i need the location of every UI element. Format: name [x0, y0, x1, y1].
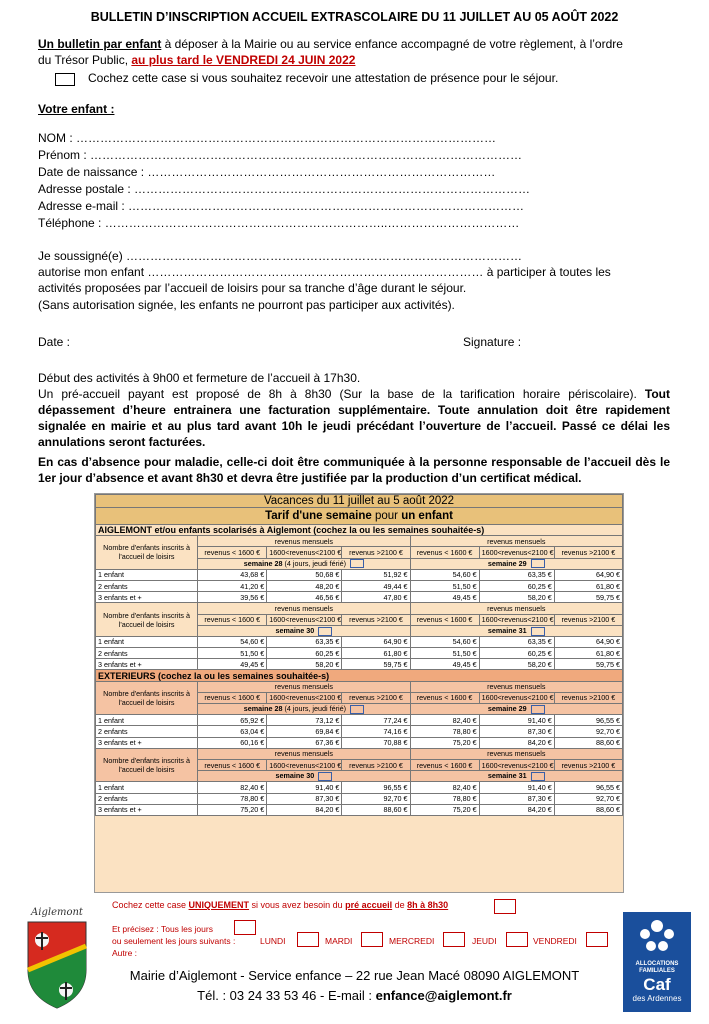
price-cell: 59,75 €	[554, 659, 622, 670]
price-cell: 51,50 €	[410, 648, 479, 659]
footer-address: Mairie d’Aiglemont - Service enfance – 22 rue Jean Macé 08090 AIGLEMONT	[129, 968, 580, 983]
price-cell: 61,80 €	[554, 580, 622, 591]
table-row	[96, 726, 623, 737]
price-cell: 78,80 €	[198, 793, 267, 804]
logo-town: Aiglemont	[31, 907, 83, 918]
price-cell: 58,20 €	[479, 659, 554, 670]
price-cell: 54,60 €	[410, 636, 479, 647]
bracket-label: revenus >2100 €	[342, 692, 410, 703]
price-cell: 69,84 €	[267, 726, 342, 737]
row-label: 3 enfants et +	[96, 659, 198, 670]
field-naissance[interactable]: Date de naissance : ……………………………………………………………………………	[38, 165, 496, 179]
price-cell: 87,30 €	[479, 793, 554, 804]
bracket-label: 1600<revenus<2100 €	[267, 547, 342, 558]
intro-text2: du Trésor Public,	[38, 53, 132, 67]
field-telephone[interactable]: Téléphone : ……………………………………………………………..……………………………	[38, 216, 520, 230]
consent-line2b: à participer à toutes les	[483, 265, 611, 279]
price-cell: 61,80 €	[554, 648, 622, 659]
revenus-label: revenus mensuels	[410, 748, 622, 759]
bracket-label: revenus >2100 €	[554, 759, 622, 770]
intro-line2	[38, 52, 355, 68]
price-cell: 64,90 €	[342, 636, 410, 647]
date-label: Date :	[38, 335, 71, 349]
price-cell: 88,60 €	[554, 737, 622, 748]
bracket-label: revenus < 1600 €	[410, 614, 479, 625]
price-cell: 87,30 €	[479, 726, 554, 737]
mardi-checkbox[interactable]	[361, 932, 383, 947]
table-row	[96, 737, 623, 748]
price-cell: 60,25 €	[479, 580, 554, 591]
price-cell: 82,40 €	[410, 782, 479, 793]
bracket-label: 1600<revenus<2100 €	[479, 759, 554, 770]
aig2-week-b: semaine 31	[410, 625, 622, 636]
field-nom[interactable]: NOM : ……………………………………………………………………………………………	[38, 131, 496, 145]
price-cell: 91,40 €	[479, 715, 554, 726]
revenus-label: revenus mensuels	[198, 748, 410, 759]
table-row	[96, 636, 623, 647]
bracket-label: revenus >2100 €	[554, 692, 622, 703]
mercredi-checkbox[interactable]	[443, 932, 465, 947]
price-cell: 91,40 €	[479, 782, 554, 793]
tarif-table	[94, 493, 624, 893]
price-cell: 63,35 €	[267, 636, 342, 647]
price-cell: 51,50 €	[410, 580, 479, 591]
jeudi-checkbox[interactable]	[506, 932, 528, 947]
vendredi-checkbox[interactable]	[586, 932, 608, 947]
consent-line1[interactable]: Je soussigné(e) ………………………………………………………………………………………	[38, 249, 523, 263]
aig2-week-a: semaine 30	[198, 625, 410, 636]
attestation-label: Cochez cette case si vous souhaitez recevoir une attestation de présence pour le séjour.	[88, 71, 559, 85]
nb-enfants-label: Nombre d'enfants inscrits à l'accueil de loisirs	[96, 536, 198, 570]
price-cell: 59,75 €	[554, 592, 622, 603]
price-cell: 84,20 €	[479, 804, 554, 815]
footer-email[interactable]: enfance@aiglemont.fr	[375, 988, 512, 1003]
revenus-label: revenus mensuels	[198, 681, 410, 692]
ext1-week-b: semaine 29	[410, 704, 622, 715]
section-aiglemont: AIGLEMONT et/ou enfants scolarisés à Aiglemont (cochez la ou les semaines souhaitée-s)	[96, 525, 623, 536]
page-title: BULLETIN D’INSCRIPTION ACCUEIL EXTRASCOLAIRE DU 11 JUILLET AU 05 AOÛT 2022	[90, 10, 619, 24]
price-cell: 49,45 €	[198, 659, 267, 670]
info-p2	[38, 386, 670, 450]
deadline: au plus tard le VENDREDI 24 JUIN 2022	[131, 53, 356, 67]
price-cell: 84,20 €	[267, 804, 342, 815]
info-p1: Début des activités à 9h00 et fermeture de l’accueil à 17h30.	[38, 371, 361, 385]
row-label: 3 enfants et +	[96, 804, 198, 815]
consent-line3: activités proposées par l’accueil de loisirs pour sa tranche d’âge durant le séjour.	[38, 281, 467, 295]
caf-region: des Ardennes	[632, 994, 682, 1003]
revenus-label: revenus mensuels	[198, 603, 410, 614]
price-cell: 49,44 €	[342, 580, 410, 591]
consent-line4: (Sans autorisation signée, les enfants ne pourront pas participer aux activités).	[38, 298, 455, 312]
autre-label: Autre :	[112, 948, 138, 958]
aig1-week-b-checkbox[interactable]	[531, 559, 545, 568]
field-prenom[interactable]: Prénom : ………………………………………………………………………………………………	[38, 148, 523, 162]
price-cell: 64,90 €	[554, 636, 622, 647]
price-cell: 88,60 €	[554, 804, 622, 815]
price-cell: 75,20 €	[410, 804, 479, 815]
price-cell: 78,80 €	[410, 793, 479, 804]
price-cell: 60,16 €	[198, 737, 267, 748]
price-cell: 59,75 €	[342, 659, 410, 670]
bracket-label: revenus < 1600 €	[410, 759, 479, 770]
aig1-week-a: semaine 28 (4 jours, jeudi férié)	[198, 558, 410, 569]
row-label: 1 enfant	[96, 569, 198, 580]
nb-enfants-label: Nombre d'enfants inscrits à l'accueil de loisirs	[96, 748, 198, 782]
nb-enfants-label: Nombre d'enfants inscrits à l'accueil de loisirs	[96, 603, 198, 637]
footer-contact: Tél. : 03 24 33 53 46 - E-mail : enfance@aiglemont.fr	[197, 988, 512, 1003]
ext2-week-b: semaine 31	[410, 771, 622, 782]
jours-line: ou seulement les jours suivants :	[112, 936, 236, 946]
day-mercredi: MERCREDI	[389, 936, 435, 946]
ext1-week-a-checkbox[interactable]	[350, 705, 364, 714]
bracket-label: revenus < 1600 €	[198, 614, 267, 625]
price-cell: 49,45 €	[410, 659, 479, 670]
ext1-week-a: semaine 28 (4 jours, jeudi férié)	[198, 704, 410, 715]
price-cell: 43,68 €	[198, 569, 267, 580]
price-cell: 96,55 €	[554, 715, 622, 726]
price-cell: 63,04 €	[198, 726, 267, 737]
bracket-label: 1600<revenus<2100 €	[479, 547, 554, 558]
price-cell: 82,40 €	[198, 782, 267, 793]
price-cell: 84,20 €	[479, 737, 554, 748]
price-cell: 50,68 €	[267, 569, 342, 580]
price-cell: 75,20 €	[198, 804, 267, 815]
price-cell: 92,70 €	[554, 793, 622, 804]
consent-line2	[38, 264, 611, 281]
revenus-label: revenus mensuels	[410, 681, 622, 692]
table-row	[96, 648, 623, 659]
bracket-label: revenus >2100 €	[342, 547, 410, 558]
bracket-label: 1600<revenus<2100 €	[267, 692, 342, 703]
price-cell: 65,92 €	[198, 715, 267, 726]
table-row	[96, 580, 623, 591]
field-adresse[interactable]: Adresse postale : ………………………………………………………………………………………	[38, 182, 531, 196]
caf-line2: FAMILIALES	[639, 968, 675, 974]
price-cell: 74,16 €	[342, 726, 410, 737]
price-cell: 60,25 €	[267, 648, 342, 659]
price-cell: 67,36 €	[267, 737, 342, 748]
bracket-label: revenus < 1600 €	[410, 692, 479, 703]
bracket-label: revenus < 1600 €	[198, 692, 267, 703]
aig2-week-b-checkbox[interactable]	[531, 627, 545, 636]
bracket-label: 1600<revenus<2100 €	[479, 614, 554, 625]
tous-jours-checkbox[interactable]	[234, 920, 256, 935]
price-cell: 64,90 €	[554, 569, 622, 580]
price-cell: 41,20 €	[198, 580, 267, 591]
bracket-label: revenus < 1600 €	[410, 547, 479, 558]
price-cell: 77,24 €	[342, 715, 410, 726]
ext2-week-a: semaine 30	[198, 771, 410, 782]
price-cell: 60,25 €	[479, 648, 554, 659]
price-cell: 87,30 €	[267, 793, 342, 804]
price-cell: 47,80 €	[342, 592, 410, 603]
aig1-week-a-checkbox[interactable]	[350, 559, 364, 568]
price-cell: 54,60 €	[410, 569, 479, 580]
day-jeudi: JEUDI	[472, 936, 497, 946]
caf-family-icon	[635, 918, 679, 956]
ext1-week-b-checkbox[interactable]	[531, 705, 545, 714]
row-label: 3 enfants et +	[96, 737, 198, 748]
price-cell: 63,35 €	[479, 636, 554, 647]
caf-brand: Caf	[643, 975, 671, 994]
price-cell: 58,20 €	[479, 592, 554, 603]
preaccueil-checkbox[interactable]	[494, 899, 516, 914]
table-row	[96, 804, 623, 815]
price-cell: 48,20 €	[267, 580, 342, 591]
price-cell: 92,70 €	[554, 726, 622, 737]
price-cell: 51,92 €	[342, 569, 410, 580]
price-cell: 49,45 €	[410, 592, 479, 603]
price-cell: 39,56 €	[198, 592, 267, 603]
price-cell: 46,56 €	[267, 592, 342, 603]
price-cell: 70,88 €	[342, 737, 410, 748]
signature-label: Signature :	[463, 335, 522, 349]
price-cell: 91,40 €	[267, 782, 342, 793]
revenus-label: revenus mensuels	[198, 536, 410, 547]
price-cell: 54,60 €	[198, 636, 267, 647]
ext2-week-a-checkbox[interactable]	[318, 772, 332, 781]
caf-line1: ALLOCATIONS	[635, 961, 679, 967]
info-p3: En cas d’absence pour maladie, celle-ci doit être communiquée à la personne responsable de l’accueil dès le 1er jour d’absence et avant 8h30 et devra être justifiée par la production d’un certificat médical.	[38, 455, 670, 485]
bracket-label: revenus >2100 €	[342, 614, 410, 625]
price-cell: 88,60 €	[342, 804, 410, 815]
bracket-label: revenus >2100 €	[554, 547, 622, 558]
intro-line1	[38, 36, 678, 52]
price-cell: 51,50 €	[198, 648, 267, 659]
price-cell: 82,40 €	[410, 715, 479, 726]
row-label: 1 enfant	[96, 715, 198, 726]
info-p2a: Un pré-accueil payant est proposé de 8h à 8h30 (Sur la base de la tarification horaire périscolaire).	[38, 387, 645, 401]
aig1-week-b: semaine 29	[410, 558, 622, 569]
nb-enfants-label: Nombre d'enfants inscrits à l'accueil de loisirs	[96, 681, 198, 715]
bracket-label: 1600<revenus<2100 €	[267, 759, 342, 770]
tarif-header2: Tarif d'une semaine pour un enfant	[96, 508, 623, 525]
attestation-checkbox[interactable]	[55, 73, 75, 86]
bracket-label: revenus < 1600 €	[198, 759, 267, 770]
row-label: 2 enfants	[96, 580, 198, 591]
intro-text1: à déposer à la Mairie ou au service enfance accompagné de votre règlement, à l’ordre	[161, 37, 623, 51]
bracket-label: 1600<revenus<2100 €	[479, 692, 554, 703]
price-cell: 63,35 €	[479, 569, 554, 580]
preaccueil-line: Cochez cette case UNIQUEMENT si vous avez besoin du pré accueil de 8h à 8h30	[112, 900, 449, 910]
precisez-label: Et précisez : Tous les jours	[112, 924, 213, 934]
price-cell: 61,80 €	[342, 648, 410, 659]
bracket-label: revenus >2100 €	[342, 759, 410, 770]
consent-child-field[interactable]: autorise mon enfant …………………………………………………………………………	[38, 265, 484, 279]
row-label: 2 enfants	[96, 726, 198, 737]
section-exterieurs: EXTERIEURS (cochez la ou les semaines souhaitée-s)	[96, 670, 623, 681]
revenus-label: revenus mensuels	[410, 536, 622, 547]
table-row	[96, 782, 623, 793]
bracket-label: 1600<revenus<2100 €	[267, 614, 342, 625]
tarif-header1: Vacances du 11 juillet au 5 août 2022	[96, 495, 623, 508]
table-row	[96, 793, 623, 804]
row-label: 3 enfants et +	[96, 592, 198, 603]
price-cell: 96,55 €	[554, 782, 622, 793]
price-cell: 75,20 €	[410, 737, 479, 748]
bracket-label: revenus < 1600 €	[198, 547, 267, 558]
day-lundi: LUNDI	[260, 936, 286, 946]
price-cell: 58,20 €	[267, 659, 342, 670]
day-vendredi: VENDREDI	[533, 936, 577, 946]
aig2-week-a-checkbox[interactable]	[318, 627, 332, 636]
row-label: 1 enfant	[96, 782, 198, 793]
price-cell: 96,55 €	[342, 782, 410, 793]
lundi-checkbox[interactable]	[297, 932, 319, 947]
info-p2b: Tout dépassement d’heure entrainera une facturation supplémentaire. Toute annulation doit être rapidement signalée en mairie et au plus tard avant 10h le jeudi précédant l’ouverture de l’accueil. Passé ce délai les annulations seront facturées.	[38, 387, 670, 449]
day-mardi: MARDI	[325, 936, 353, 946]
intro-bold: Un bulletin par enfant	[38, 37, 162, 51]
table-row	[96, 659, 623, 670]
bracket-label: revenus >2100 €	[554, 614, 622, 625]
row-label: 2 enfants	[96, 793, 198, 804]
table-row	[96, 592, 623, 603]
price-cell: 78,80 €	[410, 726, 479, 737]
ext2-week-b-checkbox[interactable]	[531, 772, 545, 781]
child-heading: Votre enfant :	[38, 102, 115, 116]
table-row	[96, 715, 623, 726]
price-cell: 73,12 €	[267, 715, 342, 726]
table-row	[96, 569, 623, 580]
field-email[interactable]: Adresse e-mail : ………………………………………………………………………………………	[38, 199, 525, 213]
revenus-label: revenus mensuels	[410, 603, 622, 614]
price-cell: 92,70 €	[342, 793, 410, 804]
row-label: 1 enfant	[96, 636, 198, 647]
row-label: 2 enfants	[96, 648, 198, 659]
